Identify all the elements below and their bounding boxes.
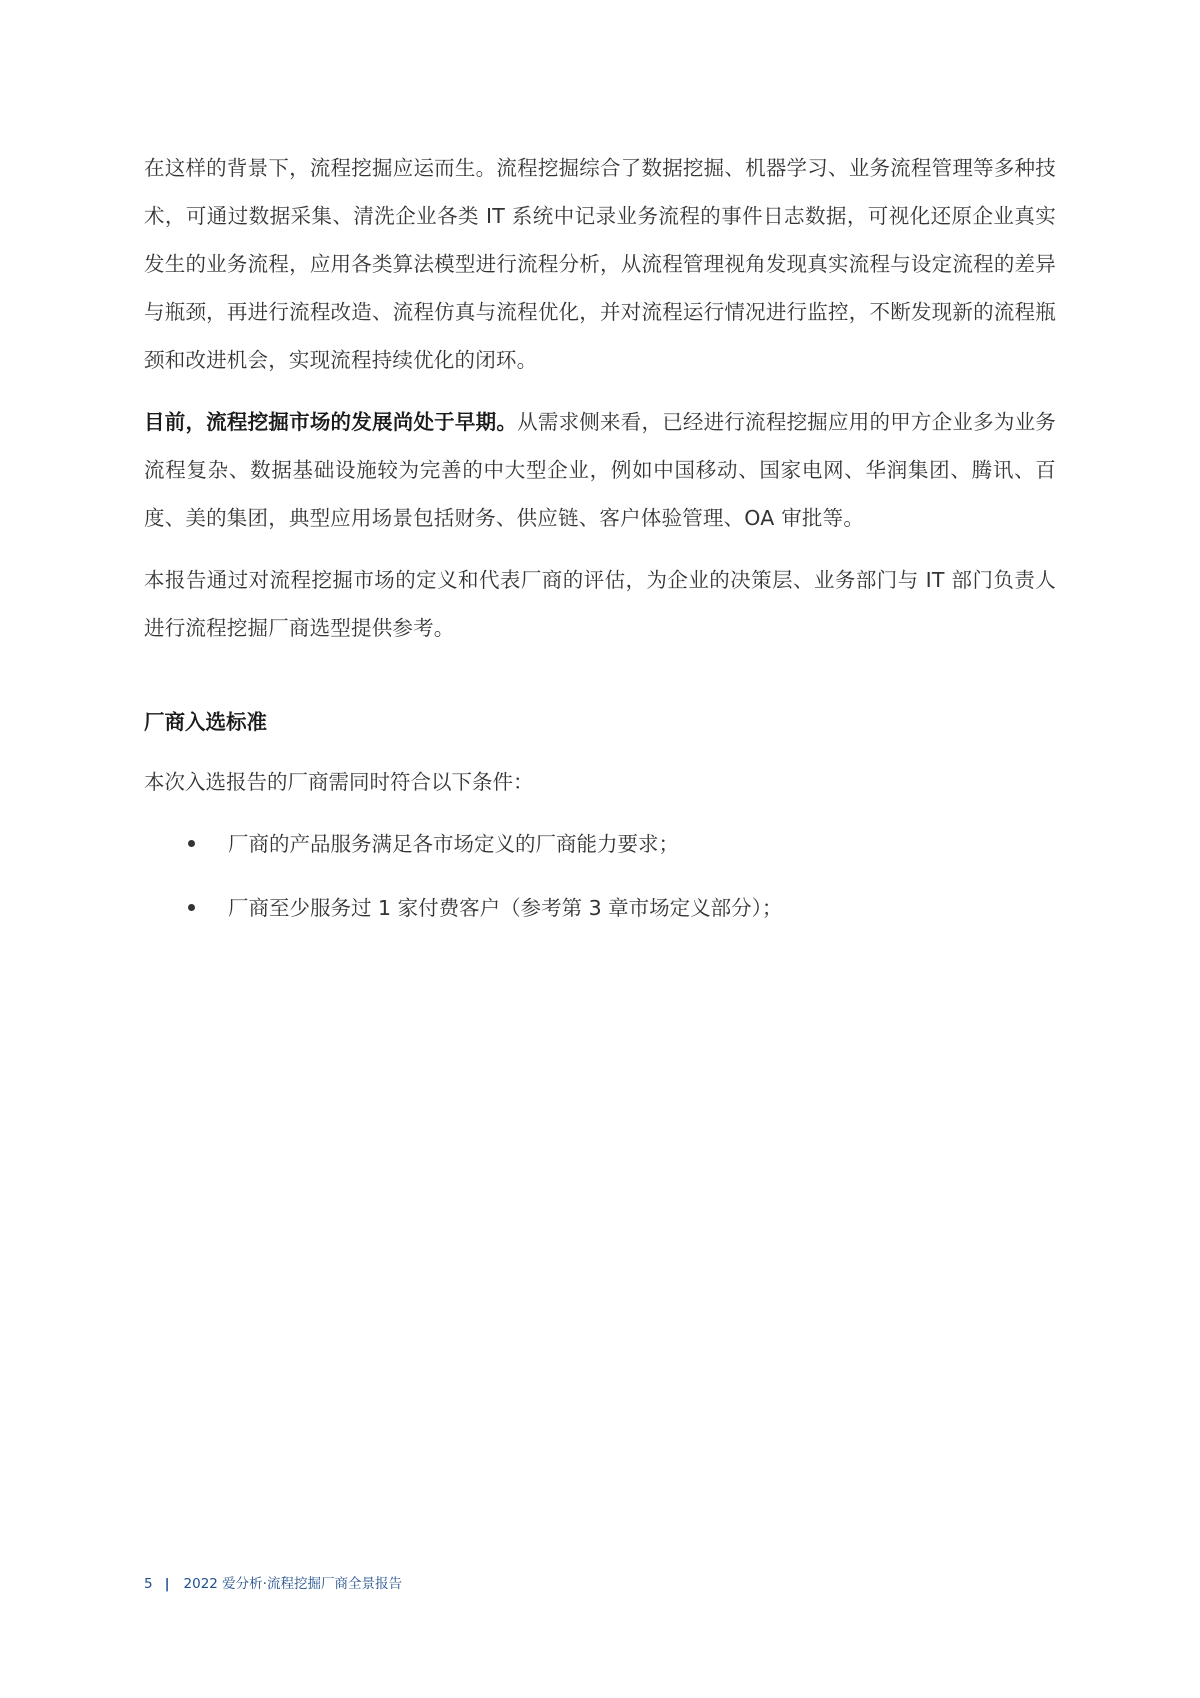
section-intro: 本次入选报告的厂商需同时符合以下条件： — [144, 770, 534, 794]
body-paragraph-2 — [144, 398, 1056, 542]
page-number: 5 — [144, 1576, 153, 1592]
bullet-icon — [188, 904, 195, 911]
section-heading: 厂商入选标准 — [144, 710, 267, 734]
list-item-text: 厂商至少服务过 1 家付费客户（参考第 3 章市场定义部分）； — [228, 896, 783, 920]
report-title: 2022 爱分析·流程挖掘厂商全景报告 — [183, 1576, 402, 1592]
page-footer — [144, 1574, 402, 1594]
body-paragraph-3: 本报告通过对流程挖掘市场的定义和代表厂商的评估，为企业的决策层、业务部门与 IT 部门负责人进行流程挖掘厂商选型提供参考。 — [144, 568, 1056, 640]
list-item-text: 厂商的产品服务满足各市场定义的厂商能力要求； — [228, 832, 679, 856]
body-paragraph-1: 在这样的背景下，流程挖掘应运而生。流程挖掘综合了数据挖掘、机器学习、业务流程管理等多种技术，可通过数据采集、清洗企业各类 IT 系统中记录业务流程的事件日志数据，可视化还原企业真实发生的业务流程，应用各类算法模型进行流程分析，从流程管理视角发现真实流程与设定流程的差异与瓶颈，再进行流程改造、流程仿真与流程优化，并对流程运行情况进行监控，不断发现新的流程瓶颈和改进机会，实现流程持续优化的闭环。 — [144, 156, 1056, 372]
paragraph-2-lead: 目前，流程挖掘市场的发展尚处于早期。 — [144, 410, 518, 434]
footer-separator: | — [164, 1576, 170, 1592]
list-item — [144, 820, 1056, 868]
list-item — [144, 884, 1056, 932]
document-page — [144, 144, 1056, 932]
paragraph-2-rest: 从需求侧来看，已经进行流程挖掘应用的甲方企业多为业务流程复杂、数据基础设施较为完善的中大型企业，例如中国移动、国家电网、华润集团、腾讯、百度、美的集团，典型应用场景包括财务、供应链、客户体验管理、OA 审批等。 — [144, 410, 1056, 530]
bullet-icon — [188, 840, 195, 847]
criteria-list — [144, 820, 1056, 932]
